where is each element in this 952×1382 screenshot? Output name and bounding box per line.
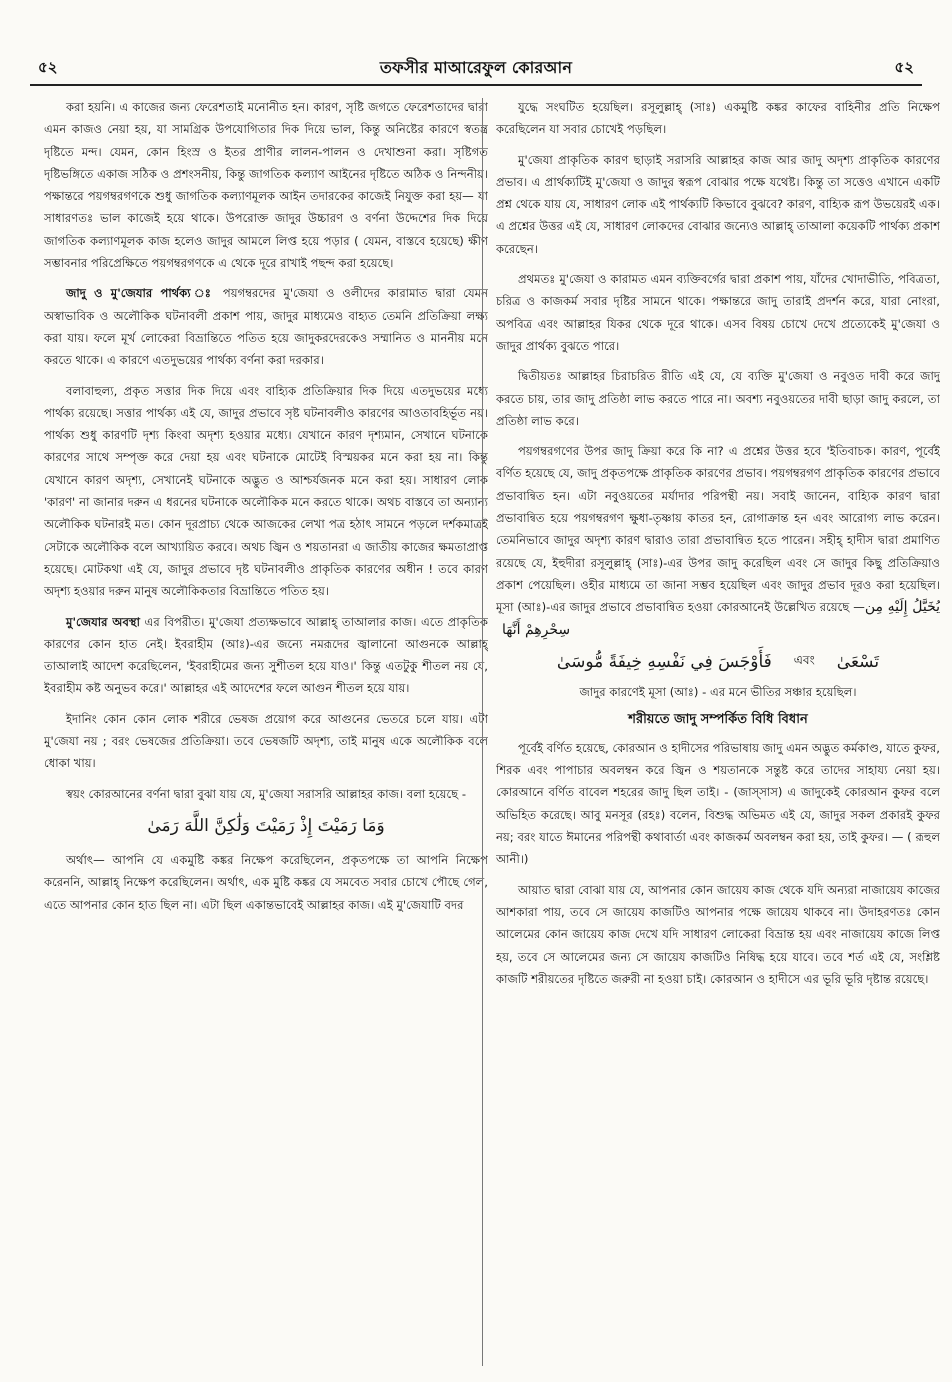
connector-text: এবং: [793, 652, 815, 667]
paragraph: অর্থাৎ— আপনি যে একমুষ্টি কঙ্কর নিক্ষেপ করেছিলেন, প্রকৃতপক্ষে তা আপনি নিক্ষেপ করেননি, আল্লাহ্ নিক্ষেপ করেছিলেন। অর্থাৎ, এক মুষ্টি কঙ্কর যে সমবেত সবার চোখে পৌছে গেল, এতে আপনার কোন হাত ছিল না। এটা ছিল একান্তভাবেই আল্লাহর কাজ। এই মু'জেযাটি বদর: [44, 852, 488, 912]
page-number-right: ৫২: [894, 58, 914, 76]
running-title: তফসীর মাআরেফুল কোরআন: [379, 58, 573, 77]
paragraph: করা হয়নি। এ কাজের জন্য ফেরেশতাই মনোনীত হন। কারণ, সৃষ্টি জগতে ফেরেশতাদের দ্বারা এমন কাজও নেয়া হয়, যা সামগ্রিক উপযোগিতার দিক দিয়ে ভাল, কিন্তু অনিষ্টের কারণে স্বতন্ত্র দৃষ্টিতে মন্দ। যেমন, কোন হিংস্র ও ইতর প্রাণীর লালন-পালন ও দেখাশুনা করা। সৃষ্টিগত দৃষ্টিভঙ্গিতে একাজ সঠিক ও প্রশংসনীয়, কিন্তু জাগতিক কল্যাণ আইনের দৃষ্টিতে অঠিক ও নিন্দনীয়। পক্ষান্তরে পয়গম্বরগণকে শুধু জাগতিক কল্যাণমূলক আইন তদারকের কাজেই নিযুক্ত করা হয়— যা সাধারণতঃ ভাল কাজেই হয়ে থাকে। উপরোক্ত জাদুর উচ্চারণ ও বর্ণনা উদ্দেশের দিক দিয়ে জাগতিক কল্যাণমূলক কাজ হলেও জাদুর আমলে লিপ্ত হয়ে পড়ার ( যেমন, বাস্তবে হয়েছে) ক্ষীণ সম্ভাবনার পরিপ্রেক্ষিতে পয়গম্বরগণকে এ থেকে দূরে রাখাই পছন্দ করা হয়েছে।: [44, 100, 488, 271]
page-number-left: ৫২: [38, 58, 58, 76]
page-header: [30, 50, 922, 86]
paragraph: পূর্বেই বর্ণিত হয়েছে, কোরআন ও হাদীসের পরিভাষায় জাদু এমন অদ্ভুত কর্মকাণ্ড, যাতে কুফর, শিরক এবং পাপাচার অবলম্বন করে জ্বিন ও শয়তানকে সন্তুষ্ট করে তাদের সাহায্য নেয়া হয়। কোরআনে বর্ণিত বাবেল শহরের জাদু ছিল তাই। - (জাস্সাস) এ জাদুকেই কোরআন কুফর বলে অভিহিত করেছে। আবু মনসূর (রহঃ) বলেন, বিশুদ্ধ অভিমত এই যে, জাদুর সকল প্রকারই কুফর নয়; বরং যাতে ঈমানের পরিপন্থী কথাবার্তা এবং কাজকর্ম অবলম্বন করা হয়, তাই কুফর। — ( রূহুল আনী।): [496, 740, 940, 867]
paragraph-lead: মু'জেযার অবস্থা: [66, 614, 140, 629]
arabic-verse: فَأَوْجَسَ فِي نَفْسِهِ خِيفَةً مُّوسَىٰ: [556, 651, 772, 672]
paragraph: ইদানিং কোন কোন লোক শরীরে ভেষজ প্রয়োগ করে আগুনের ভেতরে চলে যায়। এটা মু'জেযা নয় ; বরং ভেষজের প্রতিক্রিয়া। তবে ভেষজটি অদৃশ্য, তাই মানুষ একে অলৌকিক বলে ধোকা খায়।: [44, 711, 488, 771]
paragraph-body: পয়গম্বরদের মু'জেযা ও ওলীদের কারামাত দ্বারা যেমন অস্বাভাবিক ও অলৌকিক ঘটনাবলী প্রকাশ পায়, জাদুর মাধ্যমেও বাহ্যত তেমনি প্রতিক্রিয়া লক্ষ্য করা যায়। ফলে মূর্খ লোকেরা বিভ্রান্তিতে পতিত হয়ে জাদুকরদেরকেও সম্মানিত ও মাননীয় মনে করতে থাকে। এ কারণে এতদুভয়ের পার্থক্য বর্ণনা করা দরকার।: [44, 286, 488, 368]
paragraph: প্রথমতঃ মু'জেযা ও কারামত এমন ব্যক্তিবর্গের দ্বারা প্রকাশ পায়, যাঁদের খোদাভীতি, পবিত্রতা, চরিত্র ও কাজকর্ম সবার দৃষ্টির সামনে থাকে। পক্ষান্তরে জাদু তারাই প্রদর্শন করে, যারা নোংরা, অপবিত্র এবং আল্লাহর যিকর থেকে দূরে থাকে। এসব বিষয় চোখে দেখে প্রত্যেকেই মু'জেযা ও জাদুর প্রার্থক্য বুঝতে পারে।: [496, 272, 940, 353]
paragraph: বলাবাহুল্য, প্রকৃত সত্তার দিক দিয়ে এবং বাহ্যিক প্রতিক্রিয়ার দিক দিয়ে এতদুভয়ের মধ্যে পার্থক্য রয়েছে। সত্তার পার্থক্য এই যে, জাদুর প্রভাবে সৃষ্ট ঘটনাবলীও কারণের আওতাবহির্ভূত নয়। পার্থক্য শুধু কারণটি দৃশ্য কিংবা অদৃশ্য হওয়ার মধ্যে। যেখানে কারণ দৃশ্যমান, সেখানে ঘটনাকে কারণের সাথে সম্পৃক্ত করে দেয়া হয় এবং ঘটনাকে মোটেই বিস্ময়কর মনে করা হয় না। কিন্তু যেখানে কারণ অদৃশ্য, সেখানেই ঘটনাকে অদ্ভুত ও আশ্চর্যজনক মনে করা হয়। সাধারণ লোক 'কারণ' না জানার দরুন এ ধরনের ঘটনাকে অলৌকিক মনে করতে থাকে। অথচ বাস্তবে তা অন্যান্য অলৌকিক ঘটনারই মত। কোন দূরপ্রাচ্য থেকে আজকের লেখা পত্র হঠাৎ সামনে পড়লে দর্শকমাত্রই সেটাকে অলৌকিক বলে আখ্যায়িত করবে। অথচ জ্বিন ও শয়তানরা এ জাতীয় কাজের ক্ষমতাপ্রাপ্ত হয়েছে। মোটকথা এই যে, জাদুর প্রভাবে দৃষ্ট ঘটনাবলীও প্রাকৃতিক কারণের অধীন ! তবে কারণ অদৃশ্য হওয়ার দরুন মানুষ অলৌকিকতার বিভ্রান্তিতে পতিত হয়।: [44, 383, 488, 599]
paragraph: [44, 611, 488, 700]
column-divider: [482, 98, 483, 1366]
paragraph: [44, 282, 488, 371]
arabic-verse: تَسْعَىٰ: [836, 651, 880, 672]
arabic-verse-row: [496, 649, 940, 675]
verse-caption: জাদুর কারণেই মূসা (আঃ) - এর মনে ভীতির সঞ্চার হয়েছিল।: [579, 684, 857, 699]
paragraph: আয়াত দ্বারা বোঝা যায় যে, আপনার কোন জায়েয কাজ থেকে যদি অন্যরা নাজায়েয কাজের আশকারা পায়, তবে সে জায়েয কাজটিও আপনার পক্ষে জায়েয থাকবে না। উদাহরণতঃ কোন আলেমের কোন জায়েয কাজ দেখে যদি সাধারণ লোকেরা বিভ্রান্ত হয় এবং নাজায়েয কাজে লিপ্ত হয়, তবে সে আলেমের জন্য সে জায়েয কাজটিও নিষিদ্ধ হয়ে যাবে। তবে শর্ত এই যে, সংশ্লিষ্ট কাজটি শরীয়তের দৃষ্টিতে জরুরী না হওয়া চাই। কোরআন ও হাদীসে এর ভূরি ভূরি দৃষ্টান্ত রয়েছে।: [496, 882, 940, 986]
arabic-verse: وَمَا رَمَيْتَ إِذْ رَمَيْتَ وَلَٰكِنَّ اللَّهَ رَمَىٰ: [147, 815, 385, 836]
paragraph: [496, 440, 940, 641]
paragraph: যুদ্ধে সংঘটিত হয়েছিল। রসূলুল্লাহ্ (সাঃ) একমুষ্টি কঙ্কর কাফের বাহিনীর প্রতি নিক্ষেপ করেছিলেন যা সবার চোখেই পড়ছিল।: [496, 100, 940, 137]
right-column: [496, 96, 940, 1371]
section-heading: শরীয়তে জাদু সম্পর্কিত বিধি বিধান: [628, 711, 808, 727]
left-column: [44, 96, 488, 1371]
paragraph-lead: জাদু ও মু'জেযার পার্থক্য ঃ: [66, 286, 216, 301]
paragraph: মু'জেযা প্রাকৃতিক কারণ ছাড়াই সরাসরি আল্লাহর কাজ আর জাদু অদৃশ্য প্রাকৃতিক কারণের প্রভাব। এ প্রার্থক্যটিই মু'জেযা ও জাদুর স্বরূপ বোঝার পক্ষে যথেষ্ট। কিন্তু তা সত্তেও এখানে একটি প্রশ্ন থেকে যায় যে, সাধারণ লোক এই পার্থক্যটি কিভাবে বুঝবে? কারণ, বাহ্যিক রূপ উভয়েরই এক। এ প্রশ্নের উত্তর এই যে, সাধারণ লোকদের বোঝার জন্যেও আল্লাহ্ তাআলা কয়েকটি পার্থক্য প্রকাশ করেছেন।: [496, 152, 940, 256]
paragraph-body: এর বিপরীত। মু'জেযা প্রত্যক্ষভাবে আল্লাহ্ তাআলার কাজ। এতে প্রাকৃতিক কারণের কোন হাত নেই। ইবরাহীম (আঃ)-এর জন্যে নমরূদের জ্বালানো আগুনকে আল্লাহ্ তাআলাই আদেশ করেছিলেন, 'ইবরাহীমের জন্য সুশীতল হয়ে যাও।' কিন্তু এতটুকু শীতল নয় যে, ইবরাহীম কষ্ট অনুভব করে।' আল্লাহর এই আদেশের ফলে আগুন শীতল হয়ে যায়।: [44, 614, 488, 696]
paragraph-body: পয়গম্বরগণের উপর জাদু ক্রিয়া করে কি না? এ প্রশ্নের উত্তর হবে 'ইতিবাচক। কারণ, পূর্বেই বর্ণিত হয়েছে যে, জাদু প্রকৃতপক্ষে প্রাকৃতিক কারণের প্রভাব। পয়গম্বরগণ প্রাকৃতিক কারণের প্রভাবে প্রভাবান্বিত হন। এটা নবুওয়তের মর্যাদার পরিপন্থী নয়। সবাই জানেন, বাহ্যিক কারণ দ্বারা প্রভাবান্বিত হয়ে পয়গম্বরগণ ক্ষুধা-তৃষ্ণায় কাতর হন, রোগাক্রান্ত হন এবং আরোগ্য লাভ করেন। তেমনিভাবে জাদুর অদৃশ্য কারণ দ্বারাও তারা প্রভাবান্বিত হতে পারেন। সহীহ্ হাদীস দ্বারা প্রমাণিত রয়েছে যে, ইহুদীরা রসূলুল্লাহ্ (সাঃ)-এর উপর জাদু করেছিল এবং সে জাদুর কিছু প্রতিক্রিয়াও প্রকাশ পেয়েছিল। ওহীর মাধ্যমে তা জানা সম্ভব হয়েছিল এবং জাদুর প্রভাব দূরও করা হয়েছিল। মূসা (আঃ)-এর জাদুর প্রভাবে প্রভাবান্বিত হওয়া কোরআনেই উল্লেখিত রয়েছে —: [496, 444, 940, 615]
arabic-inline-verse: يُخَيَّلُ إِلَيْهِ مِن سِحْرِهِمْ أَنَّهَا: [502, 599, 940, 638]
paragraph: স্বয়ং কোরআনের বর্ণনা দ্বারা বুঝা যায় যে, মু'জেযা সরাসরি আল্লাহর কাজ। বলা হয়েছে -: [66, 786, 467, 801]
paragraph: দ্বিতীয়তঃ আল্লাহর চিরাচরিত রীতি এই যে, যে ব্যক্তি মু'জেযা ও নবুওত দাবী করে জাদু করতে চায়, তার জাদু প্রতিষ্ঠা লাভ করতে পারে না। অবশ্য নবুওয়তের দাবী ছাড়া জাদু করলে, তা প্রতিষ্ঠা লাভ করে।: [496, 369, 940, 428]
